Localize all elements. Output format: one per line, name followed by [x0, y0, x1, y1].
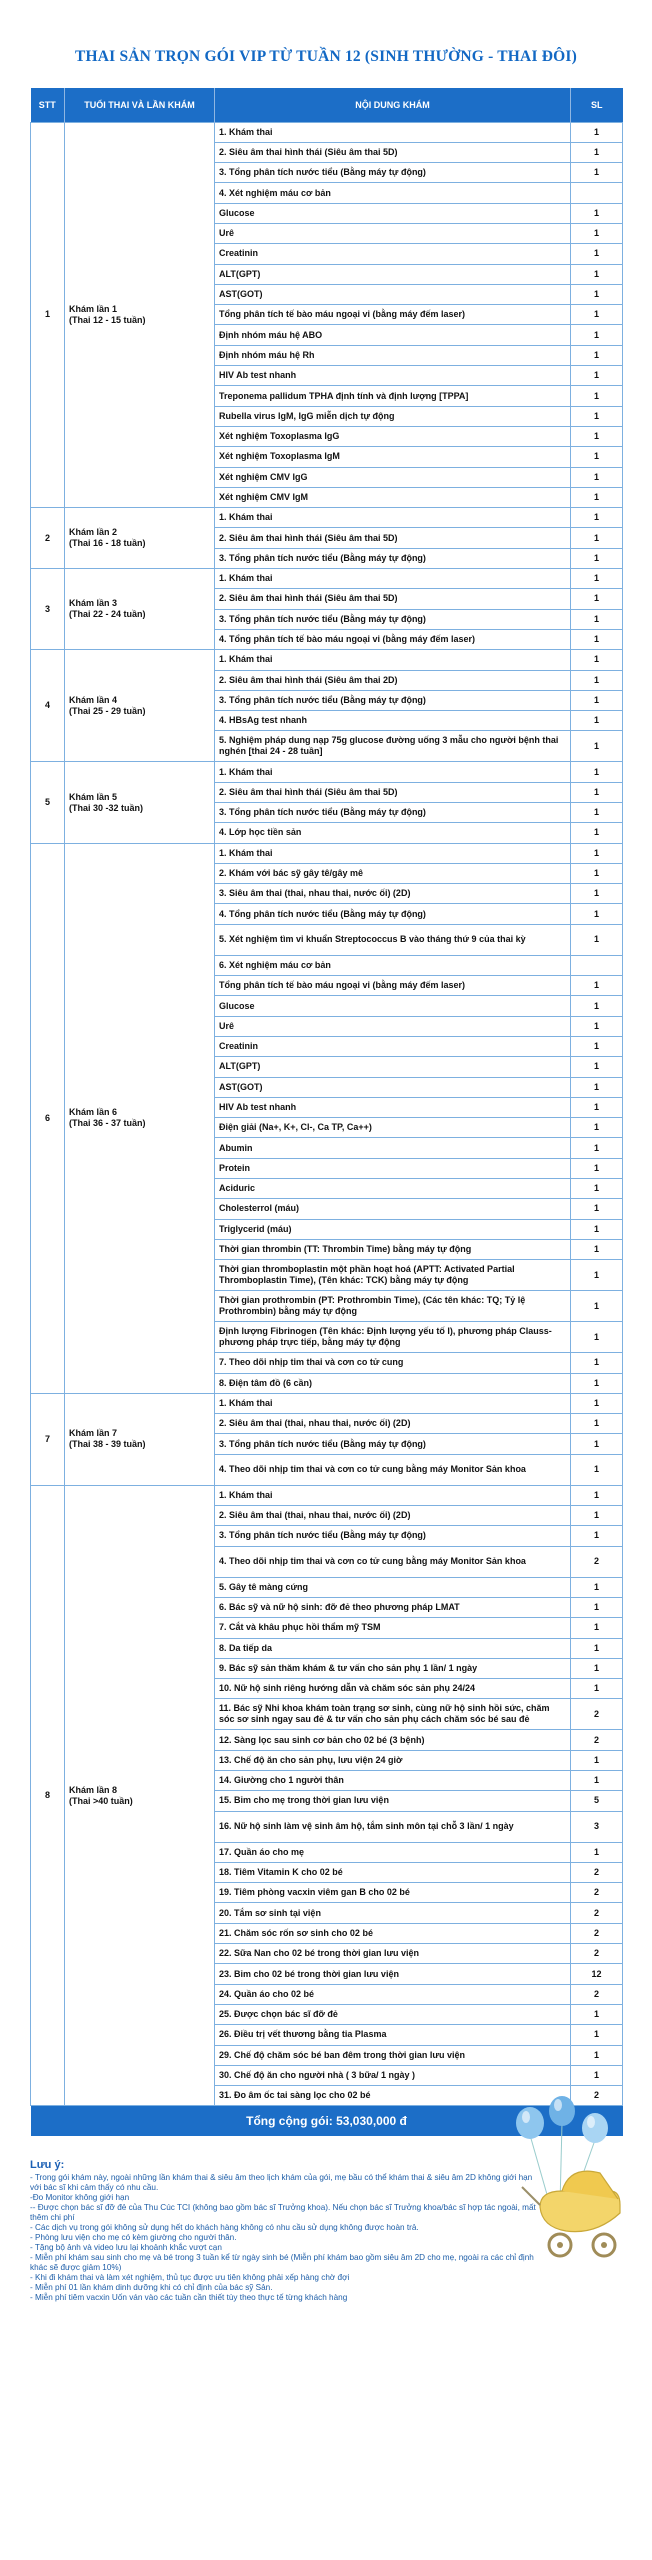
service-quantity: 2 [571, 1903, 623, 1923]
service-item: 1. Khám thai [215, 569, 571, 589]
package-table [30, 88, 623, 2136]
visit-label: Khám lần 5 (Thai 30 -32 tuần) [65, 762, 215, 843]
service-quantity: 5 [571, 1791, 623, 1811]
service-item: 3. Siêu âm thai (thai, nhau thai, nước ối) (2D) [215, 884, 571, 904]
baby-stroller-balloons-icon [500, 2095, 640, 2265]
service-quantity: 1 [571, 1291, 623, 1322]
service-quantity: 1 [571, 223, 623, 243]
service-item: 3. Tổng phân tích nước tiểu (Bằng máy tự động) [215, 1526, 571, 1546]
service-quantity: 1 [571, 244, 623, 264]
visit-number: 3 [31, 569, 65, 650]
visit-label: Khám lần 7 (Thai 38 - 39 tuần) [65, 1393, 215, 1485]
service-quantity: 1 [571, 264, 623, 284]
service-quantity: 1 [571, 1077, 623, 1097]
service-item: Định lượng Fibrinogen (Tên khác: Định lượng yếu tố I), phương pháp Clauss- phương pháp trực tiếp, bằng máy tự động [215, 1322, 571, 1353]
table-row [31, 843, 623, 863]
service-quantity: 1 [571, 1526, 623, 1546]
service-quantity: 1 [571, 1199, 623, 1219]
service-item: 24. Quần áo cho 02 bé [215, 1984, 571, 2004]
service-quantity: 1 [571, 1036, 623, 1056]
service-quantity: 1 [571, 823, 623, 843]
service-item: 17. Quần áo cho mẹ [215, 1842, 571, 1862]
service-quantity: 1 [571, 782, 623, 802]
note-line: -Đo Monitor không giới hạn [30, 2193, 130, 2202]
service-item: Định nhóm máu hệ ABO [215, 325, 571, 345]
service-quantity: 1 [571, 1138, 623, 1158]
service-item: Tổng phân tích tế bào máu ngoại vi (bằng máy đếm laser) [215, 305, 571, 325]
service-item: 1. Khám thai [215, 650, 571, 670]
service-item: ALT(GPT) [215, 264, 571, 284]
service-item: Creatinin [215, 244, 571, 264]
service-quantity: 1 [571, 305, 623, 325]
service-quantity: 1 [571, 426, 623, 446]
service-item: 1. Khám thai [215, 508, 571, 528]
service-item: 6. Bác sỹ và nữ hộ sinh: đỡ đẻ theo phương pháp LMAT [215, 1597, 571, 1617]
service-quantity: 1 [571, 1322, 623, 1353]
service-quantity: 1 [571, 487, 623, 507]
service-item: 6. Xét nghiệm máu cơ bản [215, 955, 571, 975]
service-quantity: 1 [571, 1414, 623, 1434]
total-price: Tổng cộng gói: 53,030,000 đ [31, 2106, 623, 2136]
note-line: - Miễn phí khám sau sinh cho mẹ và bé trong 3 tuần kể từ ngày sinh bé (Miễn phí khám bao gồm siêu âm 2D cho mẹ, ngoài ra các chỉ định khác sẽ được giảm 10%) [30, 2253, 534, 2272]
notes-list [30, 2173, 540, 2303]
visit-number: 2 [31, 508, 65, 569]
service-quantity: 1 [571, 996, 623, 1016]
service-quantity: 1 [571, 1658, 623, 1678]
service-item: HIV Ab test nhanh [215, 1097, 571, 1117]
service-quantity: 1 [571, 904, 623, 924]
note-line: - Trong gói khám này, ngoài những lần khám thai & siêu âm theo lịch khám của gói, mẹ bầu có thể khám thai & siêu âm 2D không giới hạn với bác sĩ khi cảm thấy có nhu cầu. [30, 2173, 533, 2192]
service-quantity: 1 [571, 528, 623, 548]
service-item: 9. Bác sỹ sản thăm khám & tư vấn cho sản phụ 1 lần/ 1 ngày [215, 1658, 571, 1678]
service-quantity: 2 [571, 1923, 623, 1943]
service-quantity: 1 [571, 1638, 623, 1658]
service-item: Urê [215, 223, 571, 243]
header-content: NỘI DUNG KHÁM [215, 88, 571, 122]
service-quantity: 1 [571, 1577, 623, 1597]
service-quantity: 1 [571, 863, 623, 883]
service-quantity: 1 [571, 1485, 623, 1505]
table-row [31, 762, 623, 782]
service-item: 21. Chăm sóc rốn sơ sinh cho 02 bé [215, 1923, 571, 1943]
table-body [31, 122, 623, 2136]
service-item: Aciduric [215, 1179, 571, 1199]
service-quantity: 1 [571, 2065, 623, 2085]
service-quantity: 1 [571, 2025, 623, 2045]
service-quantity: 1 [571, 803, 623, 823]
visit-number: 4 [31, 650, 65, 762]
service-quantity: 1 [571, 345, 623, 365]
service-item: 2. Siêu âm thai (thai, nhau thai, nước ối) (2D) [215, 1506, 571, 1526]
service-item: 3. Tổng phân tích nước tiểu (Bằng máy tự động) [215, 548, 571, 568]
service-item: 3. Tổng phân tích nước tiểu (Bằng máy tự động) [215, 690, 571, 710]
service-item: Tổng phân tích tế bào máu ngoại vi (bằng máy đếm laser) [215, 976, 571, 996]
service-item: Glucose [215, 203, 571, 223]
service-quantity: 1 [571, 650, 623, 670]
service-item: 7. Cắt và khâu phục hồi thẩm mỹ TSM [215, 1618, 571, 1638]
visit-number: 8 [31, 1485, 65, 2106]
visit-number: 7 [31, 1393, 65, 1485]
service-quantity: 1 [571, 366, 623, 386]
table-header-row [31, 88, 623, 122]
visit-number: 1 [31, 122, 65, 508]
service-item: 2. Siêu âm thai hình thái (Siêu âm thai 5D) [215, 589, 571, 609]
service-item: 4. Theo dõi nhịp tim thai và cơn co tử cung bằng máy Monitor Sản khoa [215, 1454, 571, 1485]
service-quantity: 1 [571, 762, 623, 782]
service-quantity: 1 [571, 1770, 623, 1790]
service-item: Triglycerid (máu) [215, 1219, 571, 1239]
service-quantity: 1 [571, 609, 623, 629]
table-row [31, 650, 623, 670]
header-visit: TUỔI THAI VÀ LẦN KHÁM [65, 88, 215, 122]
service-item: 1. Khám thai [215, 843, 571, 863]
service-item: Xét nghiệm CMV IgG [215, 467, 571, 487]
service-quantity: 1 [571, 1454, 623, 1485]
service-quantity: 1 [571, 976, 623, 996]
service-item: Rubella virus IgM, IgG miễn dịch tự động [215, 406, 571, 426]
service-item: Điện giải (Na+, K+, Cl-, Ca TP, Ca++) [215, 1118, 571, 1138]
service-item: 1. Khám thai [215, 1485, 571, 1505]
service-item: Xét nghiệm CMV IgM [215, 487, 571, 507]
note-line: - Phòng lưu viện cho mẹ có kèm giường cho người thân. [30, 2233, 237, 2242]
service-quantity: 1 [571, 2004, 623, 2024]
visit-label: Khám lần 8 (Thai >40 tuần) [65, 1485, 215, 2106]
service-quantity: 1 [571, 508, 623, 528]
service-item: Urê [215, 1016, 571, 1036]
service-item: Xét nghiệm Toxoplasma IgM [215, 447, 571, 467]
table-row [31, 122, 623, 142]
service-item: 13. Chế độ ăn cho sản phụ, lưu viện 24 giờ [215, 1750, 571, 1770]
service-item: 26. Điều trị vết thương bằng tia Plasma [215, 2025, 571, 2045]
service-item: 2. Siêu âm thai hình thái (Siêu âm thai 2D) [215, 670, 571, 690]
service-item: ALT(GPT) [215, 1057, 571, 1077]
service-item: 8. Điện tâm đồ (6 cần) [215, 1373, 571, 1393]
service-quantity: 2 [571, 1730, 623, 1750]
service-item: Cholesterrol (máu) [215, 1199, 571, 1219]
service-item: 14. Giường cho 1 người thân [215, 1770, 571, 1790]
notes-section [30, 2160, 540, 2303]
service-item: 11. Bác sỹ Nhi khoa khám toàn trạng sơ sinh, cùng nữ hộ sinh hồi sức, chăm sóc sơ sinh ngay sau đẻ & tư vấn cho sản phụ cách chăm sóc bé sau đẻ [215, 1699, 571, 1730]
service-item: 2. Siêu âm thai (thai, nhau thai, nước ối) (2D) [215, 1414, 571, 1434]
service-item: 4. Tổng phân tích nước tiểu (Bằng máy tự động) [215, 904, 571, 924]
service-item: 15. Bỉm cho mẹ trong thời gian lưu viện [215, 1791, 571, 1811]
service-item: 2. Siêu âm thai hình thái (Siêu âm thai 5D) [215, 528, 571, 548]
service-item: 2. Khám với bác sỹ gây tê/gây mê [215, 863, 571, 883]
service-quantity: 1 [571, 284, 623, 304]
service-item: 7. Theo dõi nhịp tim thai và cơn co tử cung [215, 1353, 571, 1373]
table-row [31, 569, 623, 589]
service-item: 4. HBsAg test nhanh [215, 711, 571, 731]
service-quantity: 1 [571, 1373, 623, 1393]
service-quantity: 1 [571, 670, 623, 690]
service-quantity: 1 [571, 1618, 623, 1638]
service-item: 31. Đo âm ốc tai sàng lọc cho 02 bé [215, 2086, 571, 2106]
service-quantity: 1 [571, 325, 623, 345]
service-item: Protein [215, 1158, 571, 1178]
header-qty: SL [571, 88, 623, 122]
service-quantity: 1 [571, 1842, 623, 1862]
visit-label: Khám lần 1 (Thai 12 - 15 tuần) [65, 122, 215, 508]
service-item: 4. Theo dõi nhịp tim thai và cơn co tử cung bằng máy Monitor Sản khoa [215, 1546, 571, 1577]
service-quantity: 1 [571, 843, 623, 863]
service-quantity: 1 [571, 1679, 623, 1699]
note-line: - Khi đi khám thai và làm xét nghiệm, thủ tục được ưu tiên không phải xếp hàng chờ đợi [30, 2273, 350, 2282]
service-item: AST(GOT) [215, 1077, 571, 1097]
service-quantity: 1 [571, 1750, 623, 1770]
service-quantity: 1 [571, 1118, 623, 1138]
service-quantity: 1 [571, 1219, 623, 1239]
service-quantity: 1 [571, 2045, 623, 2065]
service-item: Thời gian prothrombin (PT: Prothrombin Time), (Các tên khác: TQ; Tỷ lệ Prothrombin) bằng máy tự động [215, 1291, 571, 1322]
service-quantity: 1 [571, 884, 623, 904]
visit-label: Khám lần 3 (Thai 22 - 24 tuần) [65, 569, 215, 650]
service-quantity: 1 [571, 406, 623, 426]
service-quantity: 1 [571, 924, 623, 955]
visit-label: Khám lần 2 (Thai 16 - 18 tuần) [65, 508, 215, 569]
service-quantity: 1 [571, 1353, 623, 1373]
service-item: 30. Chế độ ăn cho người nhà ( 3 bữa/ 1 ngày ) [215, 2065, 571, 2085]
service-quantity: 1 [571, 1434, 623, 1454]
service-quantity: 1 [571, 122, 623, 142]
service-item: 29. Chế độ chăm sóc bé ban đêm trong thời gian lưu viện [215, 2045, 571, 2065]
service-item: 19. Tiêm phòng vacxin viêm gan B cho 02 bé [215, 1883, 571, 1903]
service-item: 3. Tổng phân tích nước tiểu (Bằng máy tự động) [215, 609, 571, 629]
service-item: 12. Sàng lọc sau sinh cơ bản cho 02 bé (3 bệnh) [215, 1730, 571, 1750]
service-item: 2. Siêu âm thai hình thái (Siêu âm thai 5D) [215, 142, 571, 162]
service-quantity [571, 183, 623, 203]
service-quantity: 1 [571, 731, 623, 762]
service-quantity: 1 [571, 1597, 623, 1617]
service-quantity: 1 [571, 1179, 623, 1199]
note-line: - Miễn phí 01 lần khám dinh dưỡng khi có chỉ định của bác sỹ Sản. [30, 2283, 273, 2292]
service-quantity: 1 [571, 1097, 623, 1117]
service-quantity: 2 [571, 1699, 623, 1730]
service-quantity: 2 [571, 1862, 623, 1882]
service-quantity: 1 [571, 1158, 623, 1178]
service-item: 2. Siêu âm thai hình thái (Siêu âm thai 5D) [215, 782, 571, 802]
service-item: Treponema pallidum TPHA định tính và định lượng [TPPA] [215, 386, 571, 406]
service-item: Creatinin [215, 1036, 571, 1056]
service-quantity: 1 [571, 711, 623, 731]
service-quantity: 1 [571, 629, 623, 649]
service-quantity: 1 [571, 142, 623, 162]
service-quantity: 1 [571, 1239, 623, 1259]
service-quantity: 1 [571, 548, 623, 568]
service-item: 3. Tổng phân tích nước tiểu (Bằng máy tự động) [215, 163, 571, 183]
visit-number: 5 [31, 762, 65, 843]
service-quantity: 1 [571, 1057, 623, 1077]
service-quantity: 1 [571, 1506, 623, 1526]
service-item: 1. Khám thai [215, 1393, 571, 1413]
service-item: 23. Bỉm cho 02 bé trong thời gian lưu viện [215, 1964, 571, 1984]
service-item: Glucose [215, 996, 571, 1016]
service-quantity: 1 [571, 569, 623, 589]
service-item: Thời gian thrombin (TT: Thrombin Time) bằng máy tự động [215, 1239, 571, 1259]
service-quantity: 1 [571, 386, 623, 406]
service-item: Định nhóm máu hệ Rh [215, 345, 571, 365]
visit-label: Khám lần 6 (Thai 36 - 37 tuần) [65, 843, 215, 1393]
service-quantity: 2 [571, 1944, 623, 1964]
header-stt: STT [31, 88, 65, 122]
service-item: 1. Khám thai [215, 122, 571, 142]
service-item: 5. Gây tê màng cứng [215, 1577, 571, 1597]
service-item: 18. Tiêm Vitamin K cho 02 bé [215, 1862, 571, 1882]
service-quantity: 1 [571, 203, 623, 223]
service-quantity: 3 [571, 1811, 623, 1842]
service-item: 8. Da tiếp da [215, 1638, 571, 1658]
service-item: 22. Sữa Nan cho 02 bé trong thời gian lưu viện [215, 1944, 571, 1964]
service-quantity: 2 [571, 2086, 623, 2106]
service-quantity: 2 [571, 1984, 623, 2004]
service-item: 3. Tổng phân tích nước tiểu (Bằng máy tự động) [215, 1434, 571, 1454]
service-item: HIV Ab test nhanh [215, 366, 571, 386]
service-quantity: 1 [571, 1393, 623, 1413]
service-quantity: 1 [571, 1016, 623, 1036]
note-line: -- Được chọn bác sĩ đỡ đẻ của Thu Cúc TCI (không bao gồm bác sĩ Trưởng khoa). Nếu chọn bác sĩ Trưởng khoa/bác sĩ hợp tác ngoài, mất thêm chi phí [30, 2203, 536, 2222]
service-item: 5. Nghiệm pháp dung nạp 75g glucose đường uống 3 mẫu cho người bệnh thai nghén [thai 24 - 28 tuần] [215, 731, 571, 762]
visit-label: Khám lần 4 (Thai 25 - 29 tuần) [65, 650, 215, 762]
note-line: - Các dịch vụ trong gói không sử dụng hết do khách hàng không có nhu cầu sử dụng không được hoàn trả. [30, 2223, 419, 2232]
service-quantity: 2 [571, 1546, 623, 1577]
service-item: 1. Khám thai [215, 762, 571, 782]
service-item: 20. Tắm sơ sinh tại viện [215, 1903, 571, 1923]
notes-title: Lưu ý: [30, 2159, 65, 2171]
service-item: 5. Xét nghiệm tìm vi khuẩn Streptococcus B vào tháng thứ 9 của thai kỳ [215, 924, 571, 955]
service-item: Xét nghiệm Toxoplasma IgG [215, 426, 571, 446]
service-item: 16. Nữ hộ sinh làm vệ sinh âm hộ, tắm sinh môn tại chỗ 3 lần/ 1 ngày [215, 1811, 571, 1842]
service-quantity: 1 [571, 589, 623, 609]
service-quantity: 12 [571, 1964, 623, 1984]
service-item: Thời gian thromboplastin một phần hoạt hoá (APTT: Activated Partial Thromboplastin Time), (Tên khác: TCK) bằng máy tự động [215, 1260, 571, 1291]
service-item: 4. Xét nghiệm máu cơ bản [215, 183, 571, 203]
note-line: - Miễn phí tiêm vacxin Uốn ván vào các tuần cần thiết tùy theo thực tế từng khách hàng [30, 2293, 348, 2302]
table-row [31, 1485, 623, 1505]
note-line: - Tặng bộ ảnh và video lưu lại khoảnh khắc vượt cạn [30, 2243, 222, 2252]
page-title: THAI SẢN TRỌN GÓI VIP TỪ TUẦN 12 (SINH THƯỜNG - THAI ĐÔI) [74, 48, 578, 65]
service-item: 3. Tổng phân tích nước tiểu (Bằng máy tự động) [215, 803, 571, 823]
table-row [31, 1393, 623, 1413]
service-quantity: 1 [571, 447, 623, 467]
visit-number: 6 [31, 843, 65, 1393]
service-item: 4. Lớp học tiền sản [215, 823, 571, 843]
service-quantity: 1 [571, 690, 623, 710]
service-item: Abumin [215, 1138, 571, 1158]
service-quantity: 1 [571, 163, 623, 183]
service-item: 25. Được chọn bác sĩ đỡ đẻ [215, 2004, 571, 2024]
service-quantity: 2 [571, 1883, 623, 1903]
service-item: 10. Nữ hộ sinh riêng hướng dẫn và chăm sóc sản phụ 24/24 [215, 1679, 571, 1699]
table-row [31, 508, 623, 528]
service-quantity [571, 955, 623, 975]
service-quantity: 1 [571, 1260, 623, 1291]
service-item: 4. Tổng phân tích tế bào máu ngoại vi (bằng máy đếm laser) [215, 629, 571, 649]
service-item: AST(GOT) [215, 284, 571, 304]
service-quantity: 1 [571, 467, 623, 487]
